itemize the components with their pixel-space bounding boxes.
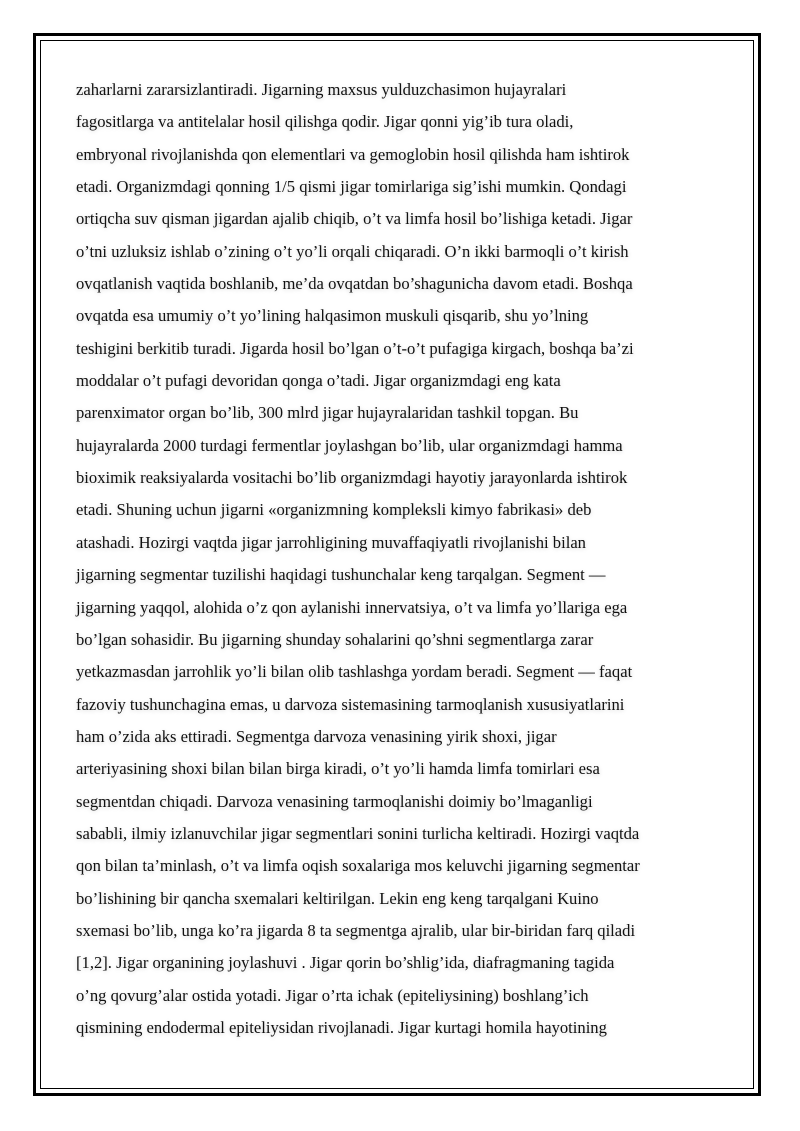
text-line: jigarning yaqqol, alohida o’z qon aylanishi innervatsiya, o’t va limfa yo’llariga ega bbox=[76, 597, 628, 617]
text-line: o’ng qovurg’alar ostida yotadi. Jigar o’rta ichak (epiteliysining) boshlang’ich bbox=[76, 985, 589, 1005]
text-line: fazoviy tushunchagina emas, u darvoza sistemasining tarmoqlanish xususiyatlarini bbox=[76, 694, 625, 714]
text-line: ham o’zida aks ettiradi. Segmentga darvoza venasining yirik shoxi, jigar bbox=[76, 726, 557, 746]
text-line: arteriyasining shoxi bilan bilan birga kiradi, o’t yo’li hamda limfa tomirlari esa bbox=[76, 759, 600, 779]
text-line: o’tni uzluksiz ishlab o’zining o’t yo’li orqali chiqaradi. O’n ikki barmoqli o’t kirish bbox=[76, 241, 629, 261]
text-line: qon bilan ta’minlash, o’t va limfa oqish soxalariga mos keluvchi jigarning segmentar bbox=[76, 856, 640, 876]
text-line: sababli, ilmiy izlanuvchilar jigar segmentlari sonini turlicha keltiradi. Hozirgi vaqtda bbox=[76, 823, 640, 843]
text-line: parenximator organ bo’lib, 300 mlrd jigar hujayralaridan tashkil topgan. Bu bbox=[76, 403, 579, 423]
text-line: zaharlarni zararsizlantiradi. Jigarning maxsus yulduzchasimon hujayralari bbox=[76, 80, 567, 99]
text-line: embryonal rivojlanishda qon elementlari va gemoglobin hosil qilishda ham ishtirok bbox=[76, 144, 630, 164]
text-line: teshigini berkitib turadi. Jigarda hosil bo’lgan o’t-o’t pufagiga kirgach, boshqa ba’zi bbox=[76, 338, 634, 358]
text-line: moddalar o’t pufagi devoridan qonga o’tadi. Jigar organizmdagi eng kata bbox=[76, 371, 561, 391]
text-line: ovqatlanish vaqtida boshlanib, me’da ovqatdan bo’shagunicha davom etadi. Boshqa bbox=[76, 274, 633, 294]
text-line: etadi. Organizmdagi qonning 1/5 qismi jigar tomirlariga sig’ishi mumkin. Qondagi bbox=[76, 177, 627, 197]
text-line: sxemasi bo’lib, unga ko’ra jigarda 8 ta segmentga ajralib, ular bir-biridan farq qiladi bbox=[76, 920, 636, 940]
text-line: [1,2]. Jigar organining joylashuvi . Jigar qorin bo’shlig’ida, diafragmaning tagida bbox=[76, 953, 615, 973]
text-line: etadi. Shuning uchun jigarni «organizmning kompleksli kimyo fabrikasi» deb bbox=[76, 500, 592, 520]
text-line: bo’lgan sohasidir. Bu jigarning shunday sohalarini qo’shni segmentlarga zarar bbox=[76, 629, 594, 649]
text-line: bo’lishining bir qancha sxemalari keltirilgan. Lekin eng keng tarqalgani Kuino bbox=[76, 888, 599, 908]
text-line: yetkazmasdan jarrohlik yo’li bilan olib tashlashga yordam beradi. Segment — faqat bbox=[76, 662, 633, 682]
text-line: qismining endodermal epiteliysidan rivojlanadi. Jigar kurtagi homila hayotining bbox=[76, 1017, 607, 1037]
text-line: segmentdan chiqadi. Darvoza venasining tarmoqlanishi doimiy bo’lmaganligi bbox=[76, 791, 593, 811]
text-line: ovqatda esa umumiy o’t yo’lining halqasimon muskuli qisqarib, shu yo’lning bbox=[76, 306, 589, 326]
text-line: ortiqcha suv qisman jigardan ajalib chiqib, o’t va limfa hosil bo’lishiga ketadi. Jigar bbox=[76, 209, 633, 229]
text-line: atashadi. Hozirgi vaqtda jigar jarrohligining muvaffaqiyatli rivojlanishi bilan bbox=[76, 532, 586, 552]
text-line: hujayralarda 2000 turdagi fermentlar joylashgan bo’lib, ular organizmdagi hamma bbox=[76, 435, 623, 455]
text-line: jigarning segmentar tuzilishi haqidagi tushunchalar keng tarqalgan. Segment — bbox=[76, 565, 606, 585]
text-line: fagositlarga va antitelalar hosil qilishga qodir. Jigar qonni yig’ib tura oladi, bbox=[76, 112, 574, 132]
document-body bbox=[76, 74, 736, 1044]
text-line: bioximik reaksiyalarda vositachi bo’lib organizmdagi hayotiy jarayonlarda ishtirok bbox=[76, 468, 628, 488]
